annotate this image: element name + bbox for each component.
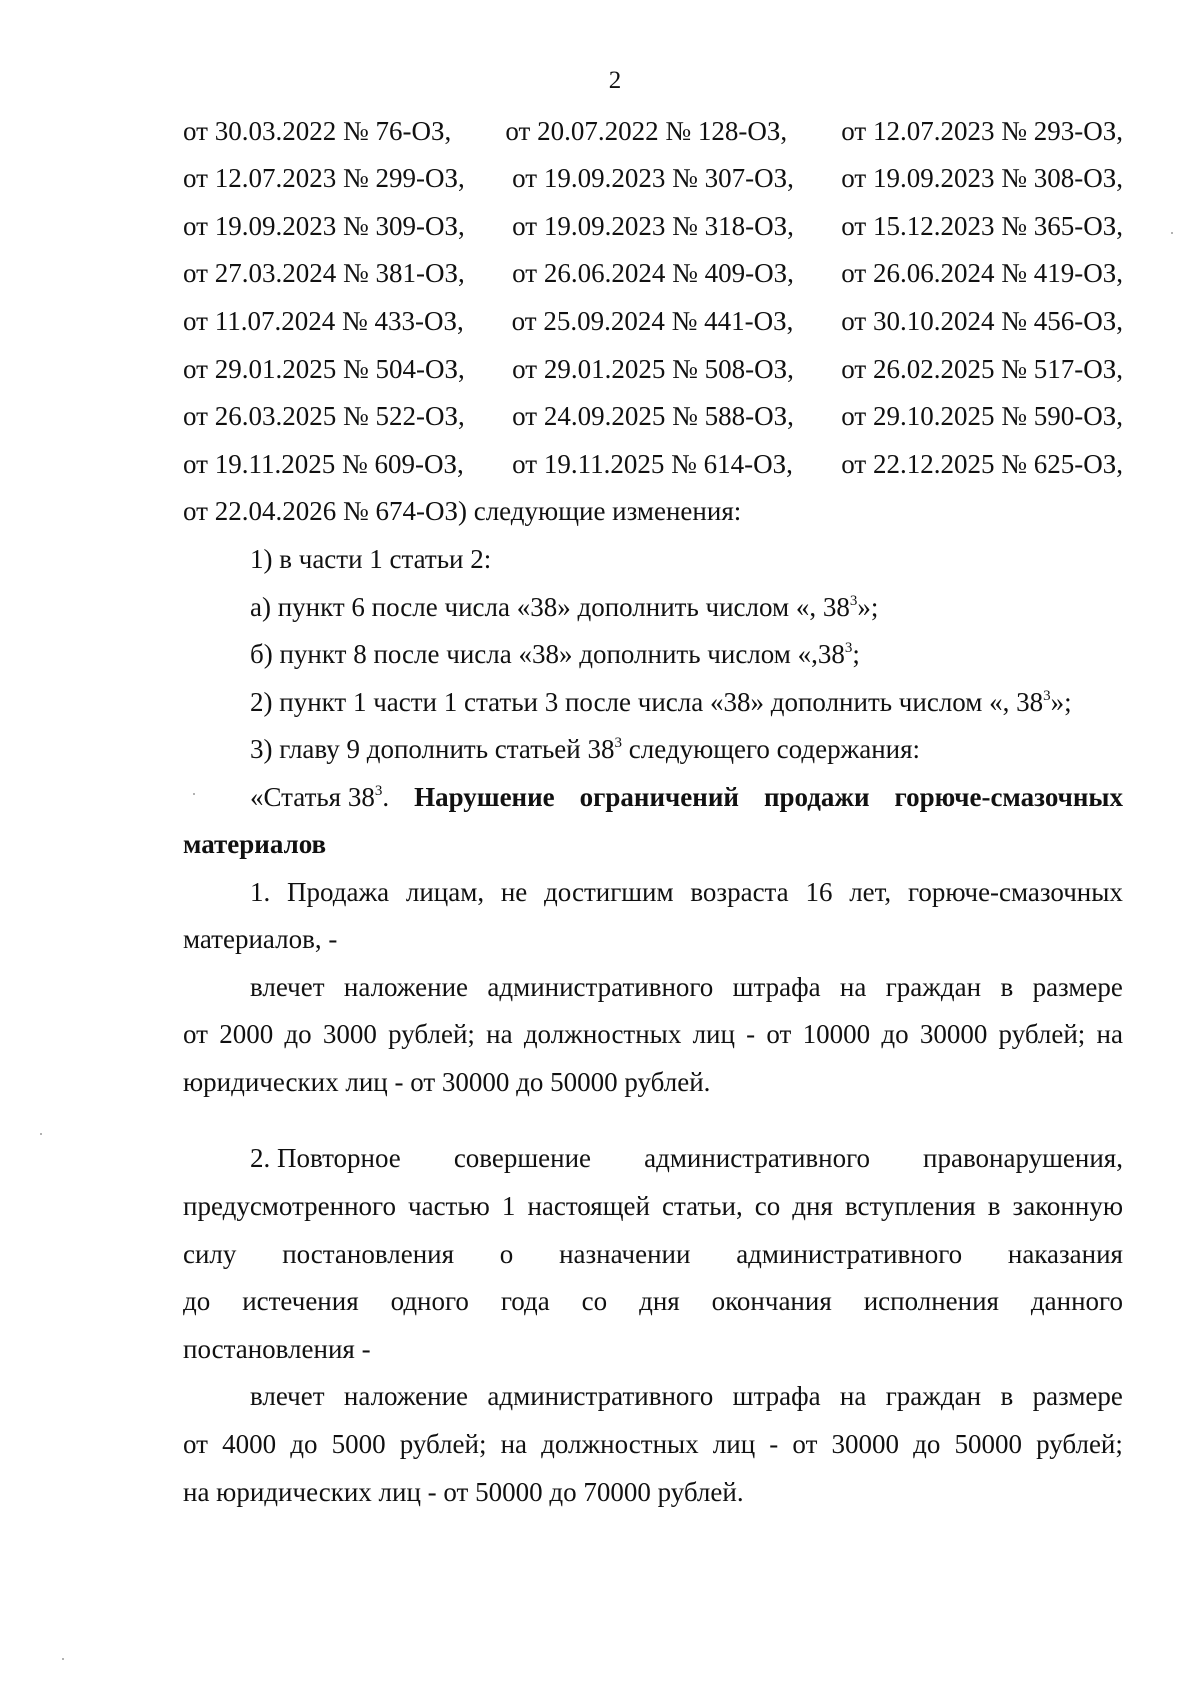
superscript: 3	[374, 783, 383, 799]
amend-text-end: ;	[852, 639, 860, 669]
word: -	[769, 1429, 779, 1459]
page-number: 2	[608, 67, 622, 94]
ref-segment: от 12.07.2023 № 299-ОЗ,	[183, 163, 465, 193]
ref-line	[183, 163, 1123, 193]
word: до	[913, 1429, 941, 1459]
word: от	[792, 1429, 818, 1459]
article-heading-line-2	[183, 829, 326, 859]
part2-penalty-line	[250, 1381, 1123, 1411]
word: возраста	[690, 877, 789, 907]
word: граждан	[885, 972, 982, 1002]
ref-segment: от 30.10.2024 № 456-ОЗ,	[841, 306, 1123, 336]
word: наложение	[343, 1381, 469, 1411]
ref-segment: от 19.11.2025 № 609-ОЗ,	[183, 449, 464, 479]
word: 4000	[222, 1429, 277, 1459]
amend-text: а) пункт 6 после числа «38» дополнить числом «, 38	[250, 592, 850, 622]
word: наложение	[343, 972, 469, 1002]
word: на	[500, 1429, 528, 1459]
scan-speck	[62, 1658, 64, 1660]
ref-segment: от 30.03.2022 № 76-ОЗ,	[183, 116, 452, 146]
word: влечет	[250, 1381, 325, 1411]
word: в	[1000, 972, 1014, 1002]
amend-item-1b	[250, 639, 860, 669]
word: 1	[501, 1191, 516, 1221]
word: не	[500, 877, 528, 907]
part2-penalty-line	[183, 1429, 1123, 1459]
word: лиц	[692, 1019, 735, 1049]
scan-speck	[40, 1133, 42, 1135]
word: от	[183, 1019, 208, 1049]
word: -	[746, 1019, 756, 1049]
word: на	[1096, 1019, 1123, 1049]
word: размере	[1032, 1381, 1123, 1411]
word: года	[500, 1286, 550, 1316]
ref-line	[183, 354, 1123, 384]
part1-penalty-line	[250, 972, 1123, 1002]
word: силу	[183, 1239, 237, 1269]
word: исполнения	[863, 1286, 999, 1316]
article-prefix-end: .	[382, 782, 390, 812]
word: постановления	[282, 1239, 455, 1269]
ref-segment: от 26.02.2025 № 517-ОЗ,	[841, 354, 1123, 384]
ref-line	[183, 116, 1123, 146]
word: 2. Повторное	[250, 1143, 401, 1173]
ref-line	[183, 401, 1123, 431]
word: влечет	[250, 972, 325, 1002]
word: о	[499, 1239, 514, 1269]
word: штрафа	[732, 972, 821, 1002]
word: административного	[487, 1381, 714, 1411]
word: от	[766, 1019, 792, 1049]
ref-segment: от 20.07.2022 № 128-ОЗ,	[505, 116, 788, 146]
scan-speck	[193, 793, 195, 795]
word: рублей;	[1036, 1429, 1123, 1459]
amend-item-1: 1) в части 1 статьи 2:	[250, 544, 492, 574]
word: окончания	[711, 1286, 832, 1316]
word: дня	[792, 1191, 833, 1221]
word: назначении	[559, 1239, 691, 1269]
word: в	[1000, 1381, 1014, 1411]
word: со	[754, 1191, 781, 1221]
word: лицам,	[405, 877, 485, 907]
word: 30000	[919, 1019, 988, 1049]
word: лиц	[712, 1429, 756, 1459]
part2-line	[250, 1143, 1123, 1173]
part1-line	[250, 877, 1123, 907]
word: 5000	[331, 1429, 386, 1459]
ref-segment: от 19.09.2023 № 307-ОЗ,	[512, 163, 794, 193]
word: рублей;	[998, 1019, 1086, 1049]
word: статьи,	[661, 1191, 743, 1221]
part1-line-end: материалов, -	[183, 924, 338, 954]
ref-segment: от 29.01.2025 № 504-ОЗ,	[183, 354, 465, 384]
superscript: 3	[849, 593, 858, 609]
word: 3000	[322, 1019, 377, 1049]
ref-segment: от 22.12.2025 № 625-ОЗ,	[841, 449, 1123, 479]
part2-line	[183, 1286, 1123, 1316]
ref-line	[183, 306, 1123, 336]
amend-text-end: следующего содержания:	[622, 734, 921, 764]
ref-segment: от 29.10.2025 № 590-ОЗ,	[841, 401, 1123, 431]
article-title-word: ограничений	[579, 782, 739, 812]
ref-line	[183, 449, 1123, 479]
ref-segment: от 11.07.2024 № 433-ОЗ,	[183, 306, 464, 336]
word: 2000	[219, 1019, 274, 1049]
ref-segment: от 15.12.2023 № 365-ОЗ,	[841, 211, 1123, 241]
word: вступления	[844, 1191, 976, 1221]
ref-segment: от 19.09.2023 № 318-ОЗ,	[512, 211, 794, 241]
article-title-end: материалов	[183, 829, 327, 859]
word: настоящей	[527, 1191, 650, 1221]
word: рублей;	[388, 1019, 475, 1049]
word: со	[581, 1286, 608, 1316]
word: истечения	[242, 1286, 359, 1316]
word: до	[290, 1429, 318, 1459]
word: должностных	[541, 1429, 699, 1459]
word: административного	[736, 1239, 963, 1269]
ref-segment: от 19.09.2023 № 309-ОЗ,	[183, 211, 465, 241]
ref-segment: от 26.03.2025 № 522-ОЗ,	[183, 401, 465, 431]
word: 30000	[831, 1429, 899, 1459]
word: предусмотренного	[183, 1191, 396, 1221]
article-title-word: Нарушение	[414, 782, 555, 812]
word: штрафа	[732, 1381, 821, 1411]
word: на	[839, 1381, 867, 1411]
ref-line-last: от 22.04.2026 № 674-ОЗ) следующие изменения:	[183, 496, 742, 526]
ref-segment: от 26.06.2024 № 409-ОЗ,	[512, 258, 794, 288]
ref-segment: от 12.07.2023 № 293-ОЗ,	[841, 116, 1123, 146]
part1-penalty-line-end: юридических лиц - от 30000 до 50000 рублей.	[183, 1067, 711, 1097]
word: на	[839, 972, 867, 1002]
word: частью	[408, 1191, 490, 1221]
word: 16	[805, 877, 833, 907]
amend-item-1a	[250, 592, 878, 622]
word: лет,	[849, 877, 892, 907]
word: 50000	[954, 1429, 1022, 1459]
ref-segment: от 26.06.2024 № 419-ОЗ,	[841, 258, 1123, 288]
word: совершение	[453, 1143, 592, 1173]
word: одного	[390, 1286, 469, 1316]
part2-penalty-line-end: на юридических лиц - от 50000 до 70000 рублей.	[183, 1477, 744, 1507]
amend-text: 2) пункт 1 части 1 статьи 3 после числа «38» дополнить числом «, 38	[250, 687, 1044, 717]
word: достигшим	[544, 877, 674, 907]
article-prefix-text: «Статья 38	[250, 782, 375, 812]
article-prefix	[250, 782, 389, 812]
word: Продажа	[287, 877, 390, 907]
part1-penalty-line	[183, 1019, 1123, 1049]
amend-text: б) пункт 8 после числа «38» дополнить числом «,38	[250, 639, 845, 669]
word: от	[183, 1429, 208, 1459]
article-title-word: горюче-смазочных	[894, 782, 1123, 812]
ref-segment: от 19.11.2025 № 614-ОЗ,	[512, 449, 793, 479]
word: до	[284, 1019, 312, 1049]
word: дня	[639, 1286, 680, 1316]
word: данного	[1030, 1286, 1123, 1316]
ref-segment: от 27.03.2024 № 381-ОЗ,	[183, 258, 465, 288]
scan-speck	[1171, 232, 1173, 234]
word: законную	[1012, 1191, 1123, 1221]
part2-line	[183, 1239, 1123, 1269]
superscript: 3	[614, 735, 622, 751]
superscript: 3	[1043, 688, 1051, 704]
part2-line-end: постановления -	[183, 1334, 371, 1364]
amend-item-3	[250, 734, 920, 764]
ref-line	[183, 258, 1123, 288]
word: административного	[644, 1143, 870, 1173]
word: граждан	[885, 1381, 982, 1411]
article-title-word: продажи	[763, 782, 870, 812]
word: до	[881, 1019, 909, 1049]
amend-item-2	[250, 687, 1072, 717]
word: 1.	[250, 877, 271, 907]
ref-segment: от 25.09.2024 № 441-ОЗ,	[511, 306, 794, 336]
word: до	[183, 1286, 211, 1316]
word: 10000	[802, 1019, 871, 1049]
ref-line	[183, 211, 1123, 241]
amend-text-end: »;	[857, 592, 879, 622]
word: наказания	[1007, 1239, 1123, 1269]
word: административного	[487, 972, 714, 1002]
ref-segment: от 19.09.2023 № 308-ОЗ,	[841, 163, 1123, 193]
word: горюче-смазочных	[907, 877, 1123, 907]
superscript: 3	[844, 640, 853, 656]
word: на	[486, 1019, 513, 1049]
word: должностных	[523, 1019, 682, 1049]
amend-text: 3) главу 9 дополнить статьей 38	[250, 734, 615, 764]
amend-text-end: »;	[1050, 687, 1072, 717]
part2-line	[183, 1191, 1123, 1221]
ref-segment: от 29.01.2025 № 508-ОЗ,	[512, 354, 794, 384]
word: рублей;	[399, 1429, 487, 1459]
word: размере	[1032, 972, 1123, 1002]
ref-segment: от 24.09.2025 № 588-ОЗ,	[512, 401, 794, 431]
word: правонарушения,	[923, 1143, 1123, 1173]
article-heading-line-1	[250, 782, 1123, 812]
word: в	[987, 1191, 1001, 1221]
